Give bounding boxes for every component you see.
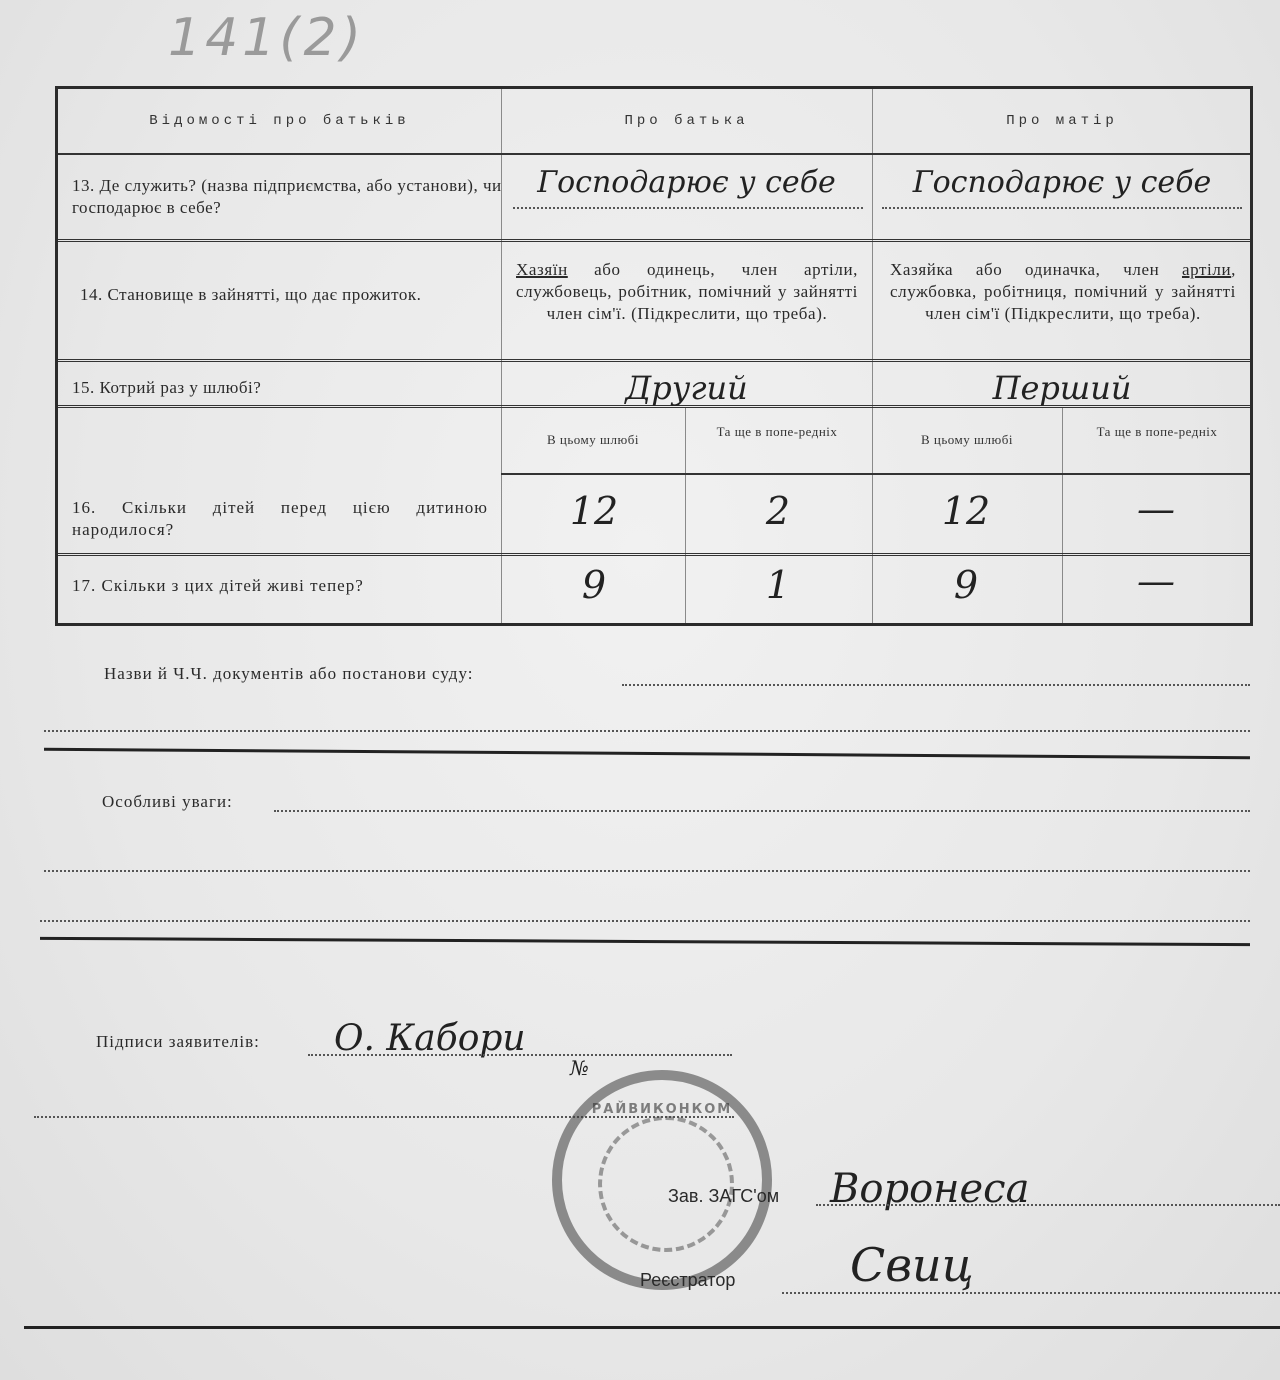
mother-workplace-line [882,207,1242,209]
applicants-signature-line [308,1054,732,1056]
zags-head-label: Зав. ЗАГС'ом [668,1186,780,1206]
question-16: 16. Скільки дітей перед цією дитиною народилося? [72,498,488,539]
mother-occupation-rest: , службовка, робітниця, помічний у зайнятті член сім'ї (Підкреслити, що треба). [890,260,1236,323]
father-children-alive-this[interactable]: 9 [581,563,607,607]
subheader-mother-this-marriage: В цьому шлюбі [921,432,1013,447]
registrar-label: Реєстратор [640,1270,736,1290]
documents-field-line-2[interactable] [44,730,1250,732]
registrar-signature[interactable]: Свиц [850,1238,974,1292]
parents-info-table [55,86,1253,626]
question-13: 13. Де служить? (назва підприємства, або установи), чи господарює в себе? [72,176,502,217]
applicants-signature[interactable]: О. Кабори [334,1018,526,1059]
stamp-emblem [598,1116,734,1252]
divider [1062,407,1063,623]
divider [58,359,1250,362]
stamp-number-mark: № [570,1056,589,1080]
father-occupation-selected: Хазяїн [516,260,568,279]
registrar-signature-line [782,1292,1280,1294]
remarks-label: Особливі уваги: [102,792,233,811]
divider [58,553,1250,556]
mother-children-alive-previous[interactable]: — [1137,559,1175,603]
mother-occupation-1: Хазяйка [890,260,954,279]
divider [501,473,1250,475]
subheader-father-previous: Та ще в попе-редніх [716,424,838,439]
header-mother: Про матір [1006,113,1118,129]
mother-workplace[interactable]: Господарює у себе [912,165,1212,200]
question-17: 17. Скільки з цих дітей живі тепер? [72,576,364,595]
question-15: 15. Котрий раз у шлюбі? [72,378,262,397]
documents-field[interactable] [622,684,1250,686]
mother-children-this-marriage[interactable]: 12 [941,489,991,533]
header-parents-info: Відомості про батьків [149,113,410,129]
remarks-field-line-2[interactable] [44,870,1250,872]
remarks-field[interactable] [274,810,1250,812]
header-father: Про батька [624,113,749,129]
father-workplace[interactable]: Господарює у себе [537,165,836,200]
bottom-border [24,1326,1280,1329]
father-children-alive-previous[interactable]: 1 [765,563,791,607]
subheader-father-this-marriage: В цьому шлюбі [547,432,639,447]
father-marriage-count[interactable]: Другий [625,369,748,407]
zags-head-signature-line [816,1204,1280,1206]
remarks-field-line-3[interactable] [40,920,1250,922]
father-workplace-line [513,207,863,209]
subheader-mother-previous: Та ще в попе-редніх [1096,424,1218,439]
father-children-this-marriage[interactable]: 12 [569,489,619,533]
father-children-previous[interactable]: 2 [765,489,791,533]
mother-children-previous[interactable]: — [1137,487,1175,531]
documents-label: Назви й Ч.Ч. документів або постанови суду: [104,664,474,683]
father-occupation-rest: або одинець, член артіли, службовець, робітник, помічний у зайнятті член сім'ї. (Підкреслити, що треба). [516,260,858,323]
applicants-signature-label: Підписи заявителів: [96,1032,260,1051]
divider [685,407,686,623]
mother-occupation-mid: або одиначка, член [953,260,1182,279]
mother-children-alive-this[interactable]: 9 [953,563,979,607]
father-occupation-options[interactable] [516,259,858,325]
question-14: 14. Становище в зайнятті, що дає прожиток. [80,285,422,304]
official-stamp [552,1070,772,1290]
mother-occupation-selected: артіли [1181,260,1232,279]
divider [58,153,1250,155]
stamp-text: РАЙВИКОНКОМ [591,1102,733,1117]
divider [58,239,1250,242]
archive-number: 141(2) [168,8,365,68]
zags-head-signature[interactable]: Воронеса [830,1166,1030,1212]
mother-marriage-count[interactable]: Перший [992,369,1132,407]
mother-occupation-options[interactable] [890,259,1236,325]
